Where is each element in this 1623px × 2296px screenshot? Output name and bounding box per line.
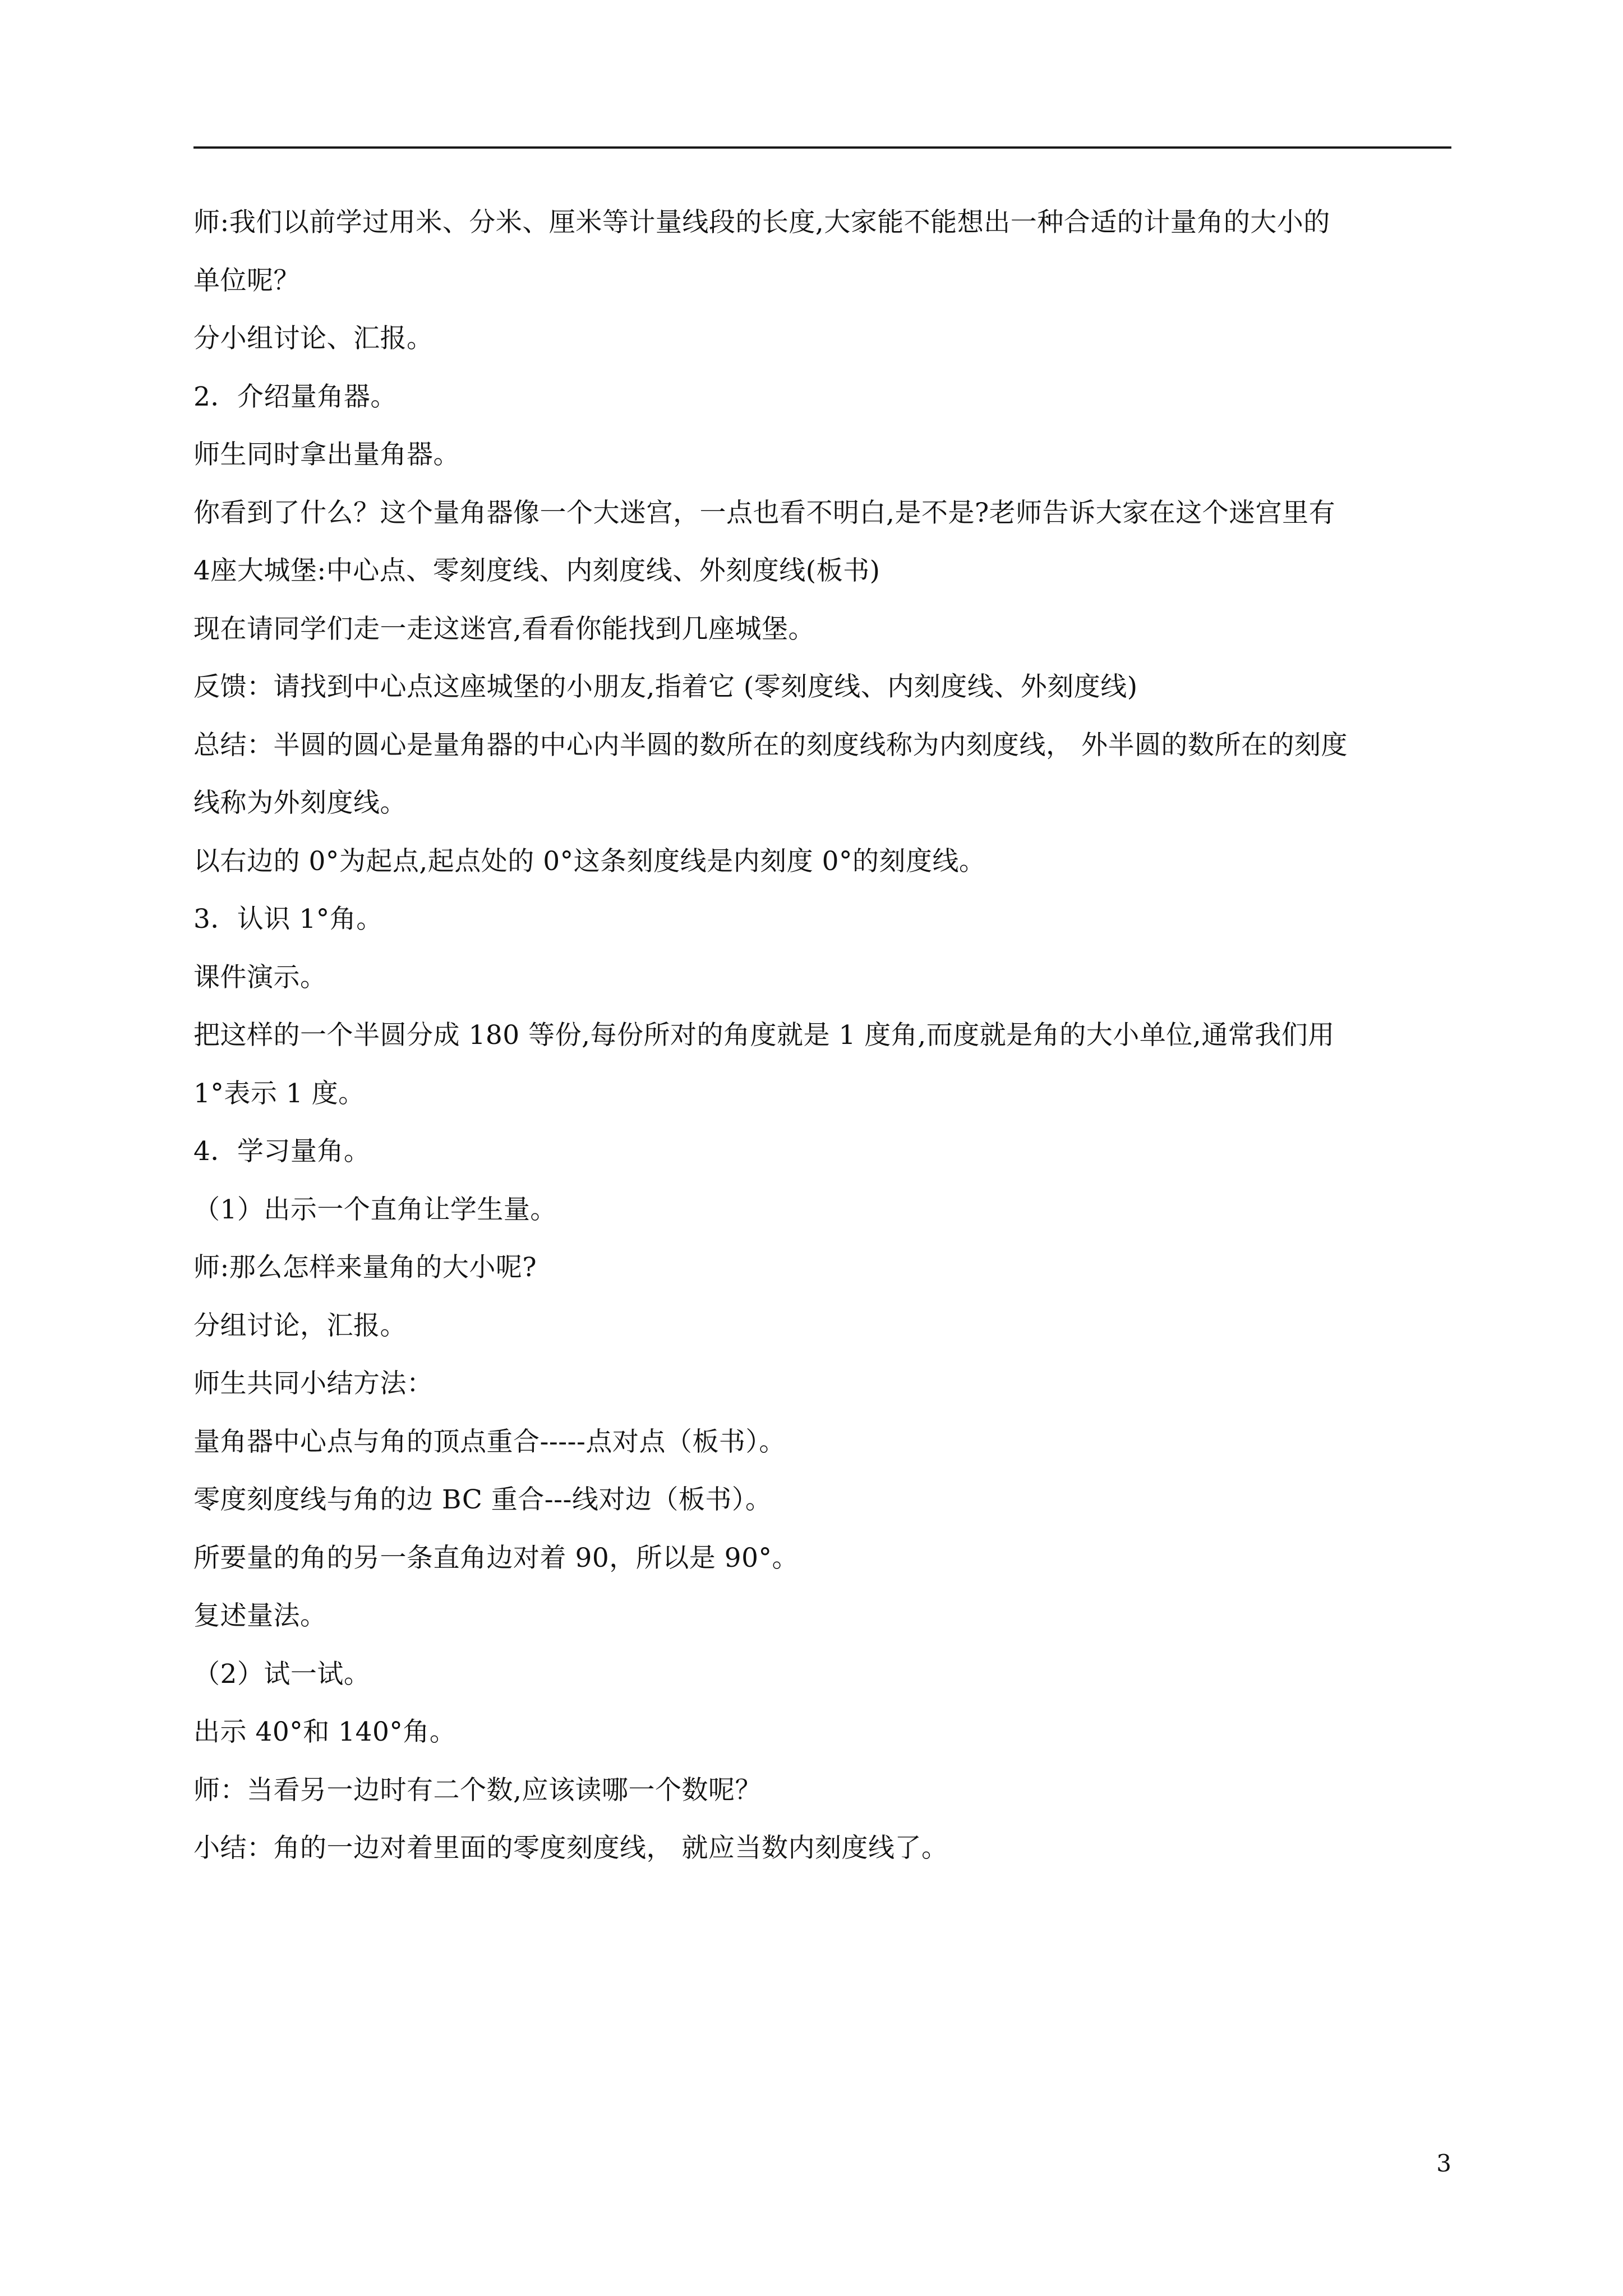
text-line: 小结：角的一边对着里面的零度刻度线， 就应当数内刻度线了。 bbox=[193, 1833, 948, 1864]
text-line: 单位呢？ bbox=[193, 265, 300, 296]
text-line: 你看到了什么？这个量角器像一个大迷宫，一点也看不明白,是不是?老师告诉大家在这个迷宫里有 bbox=[193, 497, 1336, 528]
text-line: 师生同时拿出量角器。 bbox=[193, 439, 460, 470]
header-rule bbox=[193, 146, 1451, 149]
text-line: 复述量法。 bbox=[193, 1600, 327, 1631]
text-line: 师生共同小结方法： bbox=[193, 1368, 434, 1399]
text-line: 2．介绍量角器。 bbox=[193, 381, 397, 412]
text-line: 线称为外刻度线。 bbox=[193, 788, 407, 818]
text-line: 师:我们以前学过用米、分米、厘米等计量线段的长度,大家能不能想出一种合适的计量角的大小的 bbox=[193, 207, 1330, 238]
text-line: （1）出示一个直角让学生量。 bbox=[193, 1194, 557, 1225]
text-line: 现在请同学们走一走这迷宫,看看你能找到几座城堡。 bbox=[193, 613, 815, 645]
text-line: 分小组讨论、汇报。 bbox=[193, 323, 434, 354]
text-line: 以右边的 0°为起点,起点处的 0°这条刻度线是内刻度 0°的刻度线。 bbox=[193, 845, 986, 877]
text-line: 反馈：请找到中心点这座城堡的小朋友,指着它 (零刻度线、内刻度线、外刻度线) bbox=[193, 671, 1138, 702]
text-line: 师：当看另一边时有二个数,应该读哪一个数呢？ bbox=[193, 1774, 762, 1806]
page-number: 3 bbox=[1436, 2150, 1451, 2177]
text-line: 1°表示 1 度。 bbox=[193, 1078, 365, 1109]
text-line: 3．认识 1°角。 bbox=[193, 904, 383, 935]
text-line: 量角器中心点与角的顶点重合-----点对点（板书）。 bbox=[193, 1426, 786, 1457]
text-line: 4．学习量角。 bbox=[193, 1136, 371, 1167]
text-line: 零度刻度线与角的边 BC 重合---线对边（板书）。 bbox=[193, 1484, 772, 1515]
body-text bbox=[193, 205, 1451, 1889]
text-line: 把这样的一个半圆分成 180 等份,每份所对的角度就是 1 度角,而度就是角的大小单位,通常我们用 bbox=[193, 1020, 1335, 1051]
text-line: 总结：半圆的圆心是量角器的中心内半圆的数所在的刻度线称为内刻度线， 外半圆的数所在的刻度 bbox=[193, 729, 1348, 761]
text-line: 所要量的角的另一条直角边对着 90，所以是 90°。 bbox=[193, 1542, 799, 1573]
text-line: 分组讨论，汇报。 bbox=[193, 1310, 407, 1341]
text-line: 课件演示。 bbox=[193, 961, 327, 993]
text-line: （2）试一试。 bbox=[193, 1658, 371, 1690]
text-line: 出示 40°和 140°角。 bbox=[193, 1717, 457, 1747]
text-line: 4座大城堡:中心点、零刻度线、内刻度线、外刻度线(板书) bbox=[193, 555, 880, 586]
text-line: 师:那么怎样来量角的大小呢? bbox=[193, 1252, 537, 1283]
